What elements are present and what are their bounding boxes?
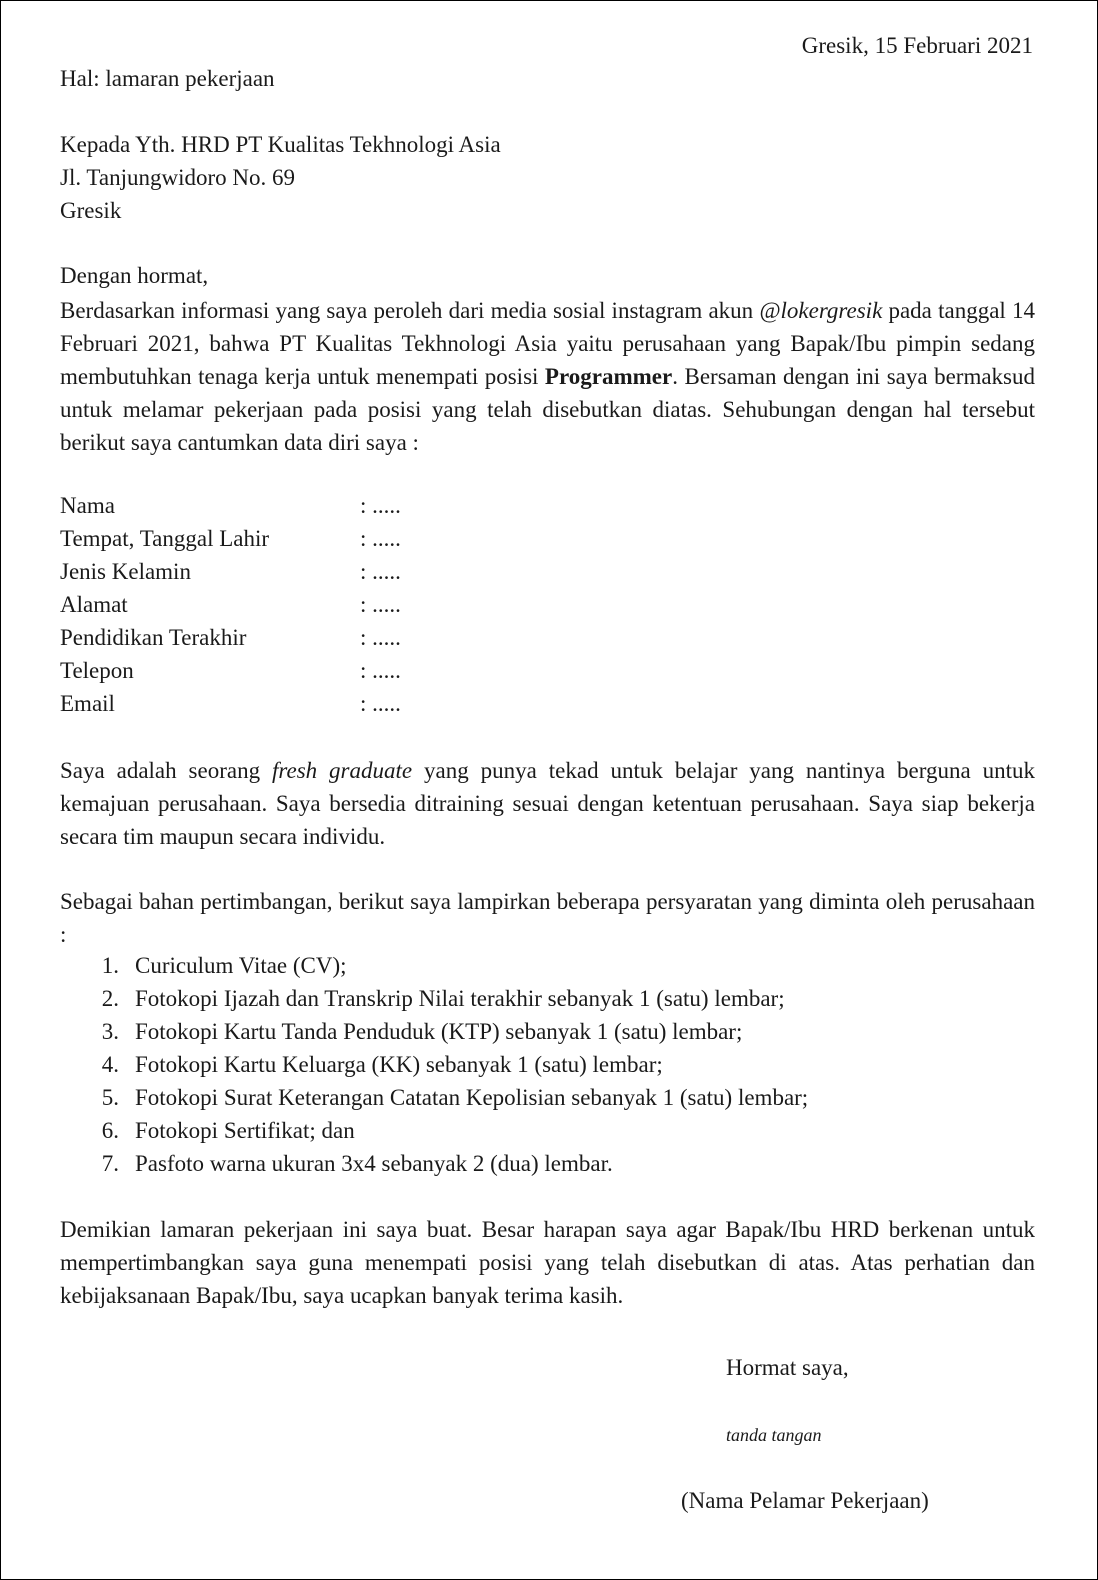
about-emphasis: fresh graduate (272, 758, 413, 783)
intro-paragraph (60, 294, 1035, 459)
intro-part-1: Berdasarkan informasi yang saya peroleh dari media sosial instagram akun (60, 298, 760, 323)
list-item: Fotokopi Kartu Keluarga (KK) sebanyak 1 (satu) lembar; (135, 1052, 663, 1077)
list-item: Fotokopi Sertifikat; dan (135, 1118, 355, 1143)
list-item-number: 3. (101, 1019, 119, 1044)
list-item-number: 4. (101, 1052, 119, 1077)
list-item-number: 6. (101, 1118, 119, 1143)
field-label: Email (60, 691, 115, 716)
field-label: Jenis Kelamin (60, 559, 191, 584)
list-item: Fotokopi Kartu Tanda Penduduk (KTP) sebanyak 1 (satu) lembar; (135, 1019, 743, 1044)
instagram-account: @lokergresik (759, 298, 883, 323)
sender-name: (Nama Pelamar Pekerjaan) (681, 1488, 929, 1513)
intro-part-3: . Bersaman dengan ini saya bermaksud untuk melamar pekerjaan pada posisi yang telah disebutkan diatas. Sehubungan dengan hal tersebut berikut saya cantumkan data diri saya : (60, 364, 1035, 455)
list-item-number: 7. (101, 1151, 119, 1176)
place-date: Gresik, 15 Februari 2021 (801, 33, 1033, 58)
job-position: Programmer (544, 364, 673, 389)
field-value: : ..... (360, 493, 401, 518)
field-label: Alamat (60, 592, 128, 617)
closing-paragraph: Demikian lamaran pekerjaan ini saya buat. Besar harapan saya agar Bapak/Ibu HRD berkenan untuk mempertimbangkan saya guna menempati posisi yang telah disebutkan di atas. Atas perhatian dan kebijaksanaan Bapak/Ibu, saya ucapkan banyak terima kasih. (60, 1217, 1035, 1308)
about-part-1: Saya adalah seorang (60, 758, 272, 783)
about-part-2: yang punya tekad untuk belajar yang nantinya berguna untuk kemajuan perusahaan. Saya bersedia ditraining sesuai dengan ketentuan perusahaan. Saya siap bekerja secara tim maupun secara individu. (60, 758, 1035, 849)
field-label: Telepon (60, 658, 134, 683)
field-value: : ..... (360, 625, 401, 650)
list-item: Fotokopi Surat Keterangan Catatan Kepolisian sebanyak 1 (satu) lembar; (135, 1085, 809, 1110)
list-item: Curiculum Vitae (CV); (135, 953, 347, 978)
signature-placeholder: tanda tangan (726, 1425, 822, 1445)
recipient-line-1: Kepada Yth. HRD PT Kualitas Tekhnologi Asia (60, 132, 501, 157)
list-item-number: 1. (101, 953, 119, 978)
field-value: : ..... (360, 691, 401, 716)
recipient-line-2: Jl. Tanjungwidoro No. 69 (60, 165, 295, 190)
field-value: : ..... (360, 658, 401, 683)
recipient-line-3: Gresik (60, 198, 122, 223)
list-item: Pasfoto warna ukuran 3x4 sebanyak 2 (dua) lembar. (135, 1151, 613, 1176)
list-item: Fotokopi Ijazah dan Transkrip Nilai terakhir sebanyak 1 (satu) lembar; (135, 986, 785, 1011)
field-label: Pendidikan Terakhir (60, 625, 247, 650)
attachments-intro: Sebagai bahan pertimbangan, berikut saya lampirkan beberapa persyaratan yang diminta oleh perusahaan : (60, 889, 1035, 947)
list-item-number: 2. (101, 986, 119, 1011)
closing-salutation: Hormat saya, (726, 1355, 849, 1380)
list-item-number: 5. (101, 1085, 119, 1110)
field-value: : ..... (360, 559, 401, 584)
field-label: Tempat, Tanggal Lahir (60, 526, 270, 551)
about-paragraph (60, 754, 1035, 853)
field-value: : ..... (360, 526, 401, 551)
field-value: : ..... (360, 592, 401, 617)
greeting: Dengan hormat, (60, 263, 209, 288)
letter-subject: Hal: lamaran pekerjaan (60, 66, 275, 91)
intro-part-2: pada tanggal 14 Februari 2021, bahwa PT Kualitas Tekhnologi Asia yaitu perusahaan yang Bapak/Ibu pimpin sedang membutuhkan tenaga kerja untuk menempati posisi (60, 298, 1035, 389)
field-label: Nama (60, 493, 115, 518)
